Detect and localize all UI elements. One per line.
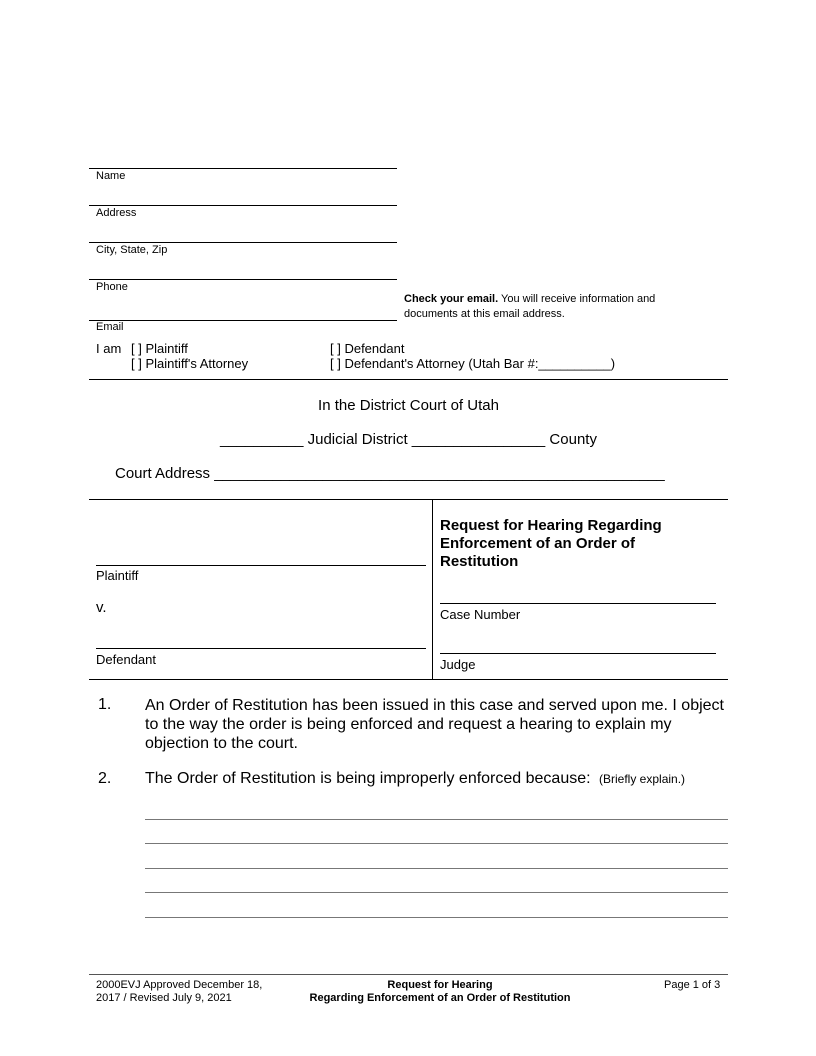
explanation-line-4[interactable] <box>145 892 728 893</box>
header-divider <box>89 379 728 380</box>
case-number-line[interactable] <box>440 603 716 604</box>
case-number-label: Case Number <box>440 607 521 622</box>
address-line[interactable] <box>89 205 397 206</box>
district-county-line[interactable]: __________ Judicial District ________________ County <box>220 431 597 448</box>
footer-form-id: 2000EVJ Approved December 18, 2017 / Revised July 9, 2021 <box>96 979 263 1004</box>
caption-bottom-line <box>89 679 728 680</box>
email-note <box>404 292 704 322</box>
footer-title-line-1: Request for Hearing <box>387 979 493 991</box>
email-note-bold: Check your email. <box>404 293 499 305</box>
footer-line <box>89 974 728 975</box>
item-2-number: 2. <box>98 770 112 787</box>
footer-title-line-2: Regarding Enforcement of an Order of Restitution <box>309 992 571 1004</box>
plaintiff-line[interactable] <box>96 565 426 566</box>
name-line[interactable] <box>89 168 397 169</box>
footer-page-number: Page 1 of 3 <box>664 979 721 991</box>
document-title: Request for Hearing Regarding Enforcement of an Order of Restitution <box>440 517 662 570</box>
plaintiff-checkbox[interactable]: [ ] Plaintiff <box>131 341 188 356</box>
phone-label: Phone <box>96 281 128 293</box>
item-2-note: (Briefly explain.) <box>599 772 686 786</box>
versus-label: v. <box>96 599 107 616</box>
explanation-line-2[interactable] <box>145 843 728 844</box>
email-line[interactable] <box>89 320 397 321</box>
defendant-checkbox[interactable]: [ ] Defendant <box>330 341 405 356</box>
explanation-line-5[interactable] <box>145 917 728 918</box>
court-address-line[interactable]: Court Address ______________________________________________________ <box>115 465 665 482</box>
court-heading: In the District Court of Utah <box>318 397 499 414</box>
explanation-line-3[interactable] <box>145 868 728 869</box>
city-state-zip-label: City, State, Zip <box>96 244 168 256</box>
explanation-line-1[interactable] <box>145 819 728 820</box>
plaintiff-label: Plaintiff <box>96 568 139 583</box>
caption-divider <box>432 499 433 679</box>
plaintiff-attorney-checkbox[interactable]: [ ] Plaintiff's Attorney <box>131 356 249 371</box>
phone-line[interactable] <box>89 279 397 280</box>
item-1-number: 1. <box>98 696 112 713</box>
item-1-text: An Order of Restitution has been issued in this case and served upon me. I object to the way the order is being enforced and request a hearing to explain my objection to the court. <box>145 697 724 752</box>
judge-line[interactable] <box>440 653 716 654</box>
email-note-rest: You will receive information and documents at this email address. <box>404 293 656 320</box>
email-label: Email <box>96 321 124 333</box>
item-2-text-block <box>145 770 733 788</box>
item-2-text: The Order of Restitution is being improperly enforced because: <box>145 770 591 787</box>
judge-label: Judge <box>440 657 476 672</box>
i-am-label: I am <box>96 341 122 356</box>
defendant-label: Defendant <box>96 652 156 667</box>
city-state-zip-line[interactable] <box>89 242 397 243</box>
address-label: Address <box>96 207 137 219</box>
defendant-attorney-checkbox[interactable]: [ ] Defendant's Attorney (Utah Bar #:__________) <box>330 356 616 371</box>
name-label: Name <box>96 170 126 182</box>
defendant-line[interactable] <box>96 648 426 649</box>
caption-top-line <box>89 499 728 500</box>
